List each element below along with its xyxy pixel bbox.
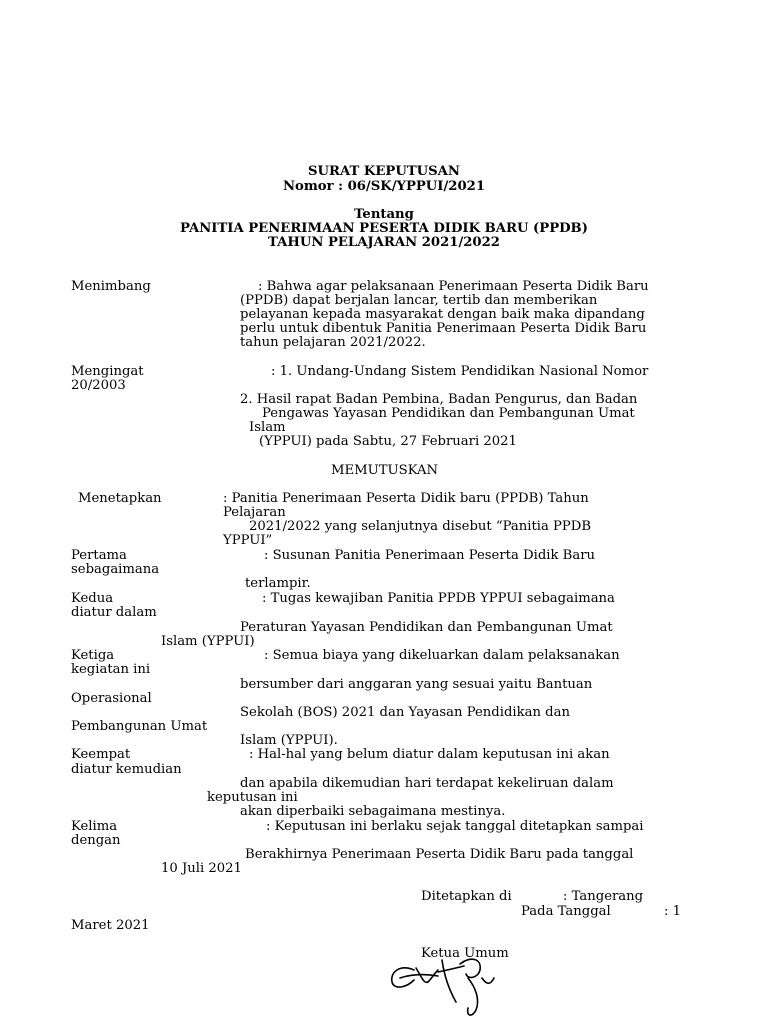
kelima-line: : Keputusan ini berlaku sejak tanggal ditetapkan sampai: [266, 819, 644, 834]
kelima-line: dengan: [71, 833, 121, 848]
menetapkan-line: : Panitia Penerimaan Peserta Didik baru (PPDB) Tahun: [223, 491, 589, 506]
ketiga-line: Pembangunan Umat: [71, 719, 208, 734]
mengingat-line: 2. Hasil rapat Badan Pembina, Badan Pengurus, dan Badan: [240, 392, 638, 407]
pertama-label: Pertama: [71, 548, 127, 563]
document-subject-year: TAHUN PELAJARAN 2021/2022: [268, 235, 500, 250]
mengingat-line: Pengawas Yayasan Pendidikan dan Pembangunan Umat: [262, 406, 635, 421]
keempat-line: diatur kemudian: [71, 762, 182, 777]
keempat-line: akan diperbaiki sebagaimana mestinya.: [240, 804, 506, 819]
keempat-line: keputusan ini: [207, 790, 298, 805]
kedua-line: Islam (YPPUI): [161, 634, 255, 649]
kedua-line: Peraturan Yayasan Pendidikan dan Pembangunan Umat: [240, 620, 613, 635]
menetapkan-label: Menetapkan: [78, 491, 162, 506]
mengingat-line: (YPPUI) pada Sabtu, 27 Februari 2021: [259, 434, 517, 449]
kedua-line: diatur dalam: [71, 605, 157, 620]
mengingat-line: : 1. Undang-Undang Sistem Pendidikan Nasional Nomor: [271, 364, 649, 379]
memutuskan-heading: MEMUTUSKAN: [331, 463, 439, 478]
menimbang-label: Menimbang: [71, 279, 151, 294]
menetapkan-line: 2021/2022 yang selanjutnya disebut “Panitia PPDB: [249, 519, 592, 534]
document-about: Tentang: [354, 207, 414, 222]
date-month-year: Maret 2021: [71, 918, 150, 933]
menimbang-line: perlu untuk dibentuk Panitia Penerimaan Peserta Didik Baru: [240, 321, 647, 336]
signature-image: [386, 948, 504, 1024]
menimbang-line: : Bahwa agar pelaksanaan Penerimaan Peserta Didik Baru: [258, 279, 649, 294]
menetapkan-line: Pelajaran: [223, 505, 286, 520]
place-value: : Tangerang: [563, 889, 644, 904]
menetapkan-line: YPPUI”: [223, 533, 273, 548]
document-subject: PANITIA PENERIMAAN PESERTA DIDIK BARU (PPDB): [180, 221, 588, 236]
mengingat-line: 20/2003: [71, 378, 126, 393]
pertama-line: sebagaimana: [71, 562, 160, 577]
ketiga-line: Sekolah (BOS) 2021 dan Yayasan Pendidikan dan: [240, 705, 570, 720]
keempat-label: Keempat: [71, 747, 131, 762]
ketiga-line: bersumber dari anggaran yang sesuai yaitu Bantuan: [240, 677, 593, 692]
menimbang-line: (PPDB) dapat berjalan lancar, tertib dan memberikan: [240, 293, 598, 308]
menimbang-line: pelayanan kepada masyarakat dengan baik maka dipandang: [240, 307, 645, 322]
signatory-position: Ketua Umum: [421, 946, 509, 961]
kelima-label: Kelima: [71, 819, 118, 834]
kelima-line: 10 Juli 2021: [161, 861, 242, 876]
ketiga-line: Operasional: [71, 691, 152, 706]
kedua-label: Kedua: [71, 591, 114, 606]
date-label: Pada Tanggal: [521, 904, 611, 919]
mengingat-line: Islam: [249, 420, 286, 435]
ketiga-line: : Semua biaya yang dikeluarkan dalam pelaksanakan: [264, 648, 620, 663]
keempat-line: dan apabila dikemudian hari terdapat kekeliruan dalam: [240, 776, 614, 791]
menimbang-line: tahun pelajaran 2021/2022.: [240, 335, 426, 350]
mengingat-label: Mengingat: [71, 364, 144, 379]
kelima-line: Berakhirnya Penerimaan Peserta Didik Baru pada tanggal: [245, 847, 634, 862]
ketiga-line: Islam (YPPUI).: [240, 733, 338, 748]
kedua-line: : Tugas kewajiban Panitia PPDB YPPUI sebagaimana: [262, 591, 615, 606]
document-title: SURAT KEPUTUSAN: [308, 164, 460, 179]
document-number: Nomor : 06/SK/YPPUI/2021: [282, 179, 485, 194]
pertama-line: : Susunan Panitia Penerimaan Peserta Didik Baru: [264, 548, 596, 563]
ketiga-label: Ketiga: [71, 648, 115, 663]
ketiga-line: kegiatan ini: [71, 662, 151, 677]
keempat-line: : Hal-hal yang belum diatur dalam keputusan ini akan: [249, 747, 610, 762]
date-value: : 1: [664, 904, 682, 919]
place-label: Ditetapkan di: [421, 889, 512, 904]
pertama-line: terlampir.: [245, 576, 311, 591]
